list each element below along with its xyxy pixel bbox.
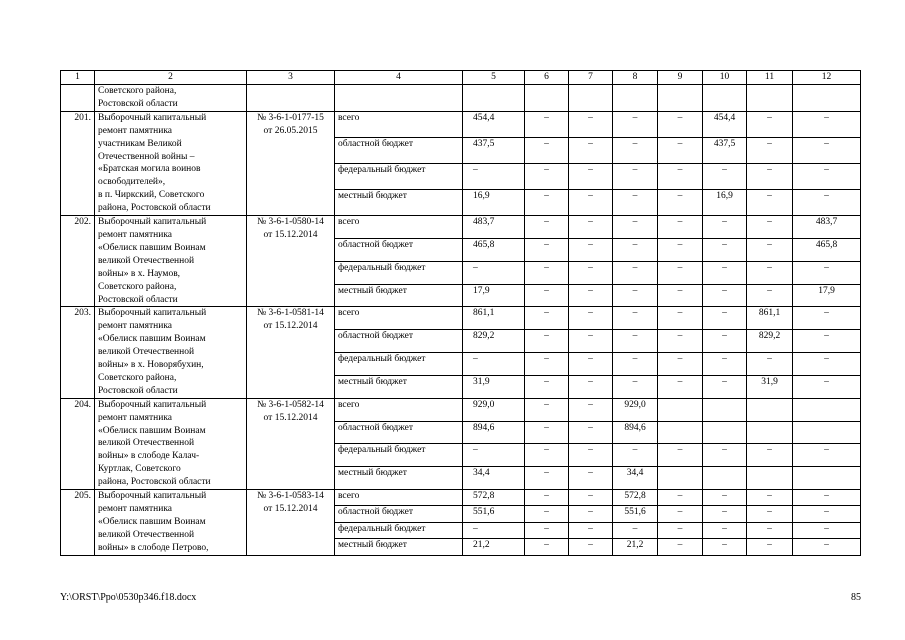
- value-cell: –: [525, 522, 569, 538]
- value-cell: –: [747, 261, 793, 284]
- value-cell: –: [613, 261, 658, 284]
- funding-source: федеральный бюджет: [335, 444, 463, 467]
- col-header: 11: [747, 71, 793, 85]
- value-cell: –: [658, 539, 703, 555]
- value-cell: –: [569, 522, 613, 538]
- value-cell: –: [525, 506, 569, 522]
- value-cell: –: [747, 284, 793, 307]
- value-cell: –: [569, 506, 613, 522]
- value-cell: –: [658, 330, 703, 353]
- value-cell: –: [793, 444, 861, 467]
- funding-source: федеральный бюджет: [335, 522, 463, 538]
- value-cell: [703, 421, 747, 444]
- value-cell: –: [747, 190, 793, 216]
- col-header: 3: [247, 71, 335, 85]
- value-cell: –: [525, 467, 569, 490]
- value-cell: –: [569, 421, 613, 444]
- value-cell: [747, 398, 793, 421]
- value-cell: 929,0: [613, 398, 658, 421]
- budget-table: [60, 70, 861, 556]
- value-cell: –: [747, 353, 793, 376]
- value-cell: –: [658, 216, 703, 239]
- carryover-row: [61, 85, 861, 112]
- value-cell: –: [463, 163, 525, 189]
- value-cell: –: [703, 216, 747, 239]
- value-cell: –: [525, 398, 569, 421]
- value-cell: –: [525, 238, 569, 261]
- value-cell: 34,4: [463, 467, 525, 490]
- funding-source: местный бюджет: [335, 190, 463, 216]
- value-cell: –: [658, 238, 703, 261]
- value-cell: 465,8: [463, 238, 525, 261]
- col-header: 6: [525, 71, 569, 85]
- value-cell: –: [525, 284, 569, 307]
- value-cell: 551,6: [463, 506, 525, 522]
- col-header: 9: [658, 71, 703, 85]
- funding-source: федеральный бюджет: [335, 353, 463, 376]
- value-cell: –: [569, 490, 613, 506]
- value-cell: 894,6: [463, 421, 525, 444]
- value-cell: –: [747, 137, 793, 163]
- row-number: 203.: [61, 307, 95, 398]
- value-cell: 34,4: [613, 467, 658, 490]
- funding-source: всего: [335, 398, 463, 421]
- value-cell: –: [613, 163, 658, 189]
- funding-source: местный бюджет: [335, 375, 463, 398]
- value-cell: –: [569, 467, 613, 490]
- value-cell: –: [793, 190, 861, 216]
- funding-source: областной бюджет: [335, 238, 463, 261]
- value-cell: –: [613, 353, 658, 376]
- row-reference: № 3-6-1-0580-14 от 15.12.2014: [247, 216, 335, 307]
- value-cell: –: [747, 539, 793, 555]
- value-cell: [793, 467, 861, 490]
- value-cell: [747, 421, 793, 444]
- value-cell: –: [703, 163, 747, 189]
- carryover-desc: Советского района, Ростовской области: [95, 85, 247, 112]
- value-cell: –: [658, 111, 703, 137]
- value-cell: –: [703, 444, 747, 467]
- value-cell: –: [569, 539, 613, 555]
- value-cell: 454,4: [463, 111, 525, 137]
- value-cell: –: [569, 261, 613, 284]
- value-cell: –: [525, 307, 569, 330]
- value-cell: –: [569, 238, 613, 261]
- value-cell: –: [747, 216, 793, 239]
- funding-source: всего: [335, 111, 463, 137]
- value-cell: –: [613, 330, 658, 353]
- row-number: 204.: [61, 398, 95, 489]
- table-row: [61, 398, 861, 421]
- value-cell: –: [569, 444, 613, 467]
- value-cell: –: [703, 353, 747, 376]
- value-cell: –: [569, 111, 613, 137]
- value-cell: –: [658, 163, 703, 189]
- value-cell: 454,4: [703, 111, 747, 137]
- value-cell: –: [793, 137, 861, 163]
- value-cell: –: [569, 307, 613, 330]
- row-description: Выборочный капитальный ремонт памятника «Обелиск павшим Воинам великой Отечественной войны» в х. Новорябухин, Советского района, Ростовской области: [95, 307, 247, 398]
- value-cell: –: [747, 238, 793, 261]
- value-cell: 17,9: [463, 284, 525, 307]
- col-header: 5: [463, 71, 525, 85]
- value-cell: 16,9: [463, 190, 525, 216]
- value-cell: –: [525, 111, 569, 137]
- value-cell: 21,2: [463, 539, 525, 555]
- value-cell: 16,9: [703, 190, 747, 216]
- funding-source: местный бюджет: [335, 284, 463, 307]
- value-cell: –: [525, 539, 569, 555]
- value-cell: –: [793, 522, 861, 538]
- value-cell: –: [747, 522, 793, 538]
- value-cell: –: [525, 375, 569, 398]
- value-cell: 861,1: [747, 307, 793, 330]
- row-reference: № 3-6-1-0581-14 от 15.12.2014: [247, 307, 335, 398]
- value-cell: –: [613, 307, 658, 330]
- funding-source: федеральный бюджет: [335, 261, 463, 284]
- value-cell: [793, 421, 861, 444]
- value-cell: –: [613, 111, 658, 137]
- col-header: 4: [335, 71, 463, 85]
- value-cell: [658, 421, 703, 444]
- value-cell: [703, 398, 747, 421]
- row-description: Выборочный капитальный ремонт памятника участникам Великой Отечественной войны – «Братская могила воинов освободителей», в п. Чиркский, Советского района, Ростовской области: [95, 111, 247, 215]
- col-header: 10: [703, 71, 747, 85]
- value-cell: –: [569, 190, 613, 216]
- value-cell: [658, 398, 703, 421]
- funding-source: областной бюджет: [335, 330, 463, 353]
- value-cell: –: [525, 330, 569, 353]
- funding-source: областной бюджет: [335, 421, 463, 444]
- value-cell: –: [658, 284, 703, 307]
- value-cell: 929,0: [463, 398, 525, 421]
- value-cell: –: [658, 190, 703, 216]
- value-cell: –: [793, 307, 861, 330]
- value-cell: –: [793, 506, 861, 522]
- value-cell: –: [793, 111, 861, 137]
- value-cell: –: [613, 238, 658, 261]
- value-cell: –: [658, 261, 703, 284]
- value-cell: –: [525, 490, 569, 506]
- value-cell: –: [613, 522, 658, 538]
- value-cell: –: [463, 522, 525, 538]
- row-description: Выборочный капитальный ремонт памятника «Обелиск павшим Воинам великой Отечественной войны» в слободе Петрово,: [95, 490, 247, 556]
- value-cell: –: [525, 190, 569, 216]
- col-header: 8: [613, 71, 658, 85]
- value-cell: –: [703, 238, 747, 261]
- value-cell: –: [569, 330, 613, 353]
- value-cell: –: [463, 353, 525, 376]
- value-cell: –: [658, 353, 703, 376]
- value-cell: –: [525, 216, 569, 239]
- funding-source: местный бюджет: [335, 539, 463, 555]
- row-number: 205.: [61, 490, 95, 556]
- row-reference: № 3-6-1-0177-15 от 26.05.2015: [247, 111, 335, 215]
- value-cell: –: [703, 506, 747, 522]
- funding-source: всего: [335, 307, 463, 330]
- table-row: [61, 490, 861, 506]
- value-cell: –: [703, 375, 747, 398]
- value-cell: –: [747, 163, 793, 189]
- value-cell: 483,7: [463, 216, 525, 239]
- value-cell: –: [525, 163, 569, 189]
- value-cell: –: [703, 284, 747, 307]
- value-cell: –: [703, 490, 747, 506]
- value-cell: –: [569, 216, 613, 239]
- value-cell: 437,5: [463, 137, 525, 163]
- value-cell: 894,6: [613, 421, 658, 444]
- funding-source: всего: [335, 490, 463, 506]
- value-cell: –: [569, 284, 613, 307]
- value-cell: –: [658, 307, 703, 330]
- table-row: [61, 307, 861, 330]
- value-cell: –: [525, 137, 569, 163]
- value-cell: [703, 467, 747, 490]
- value-cell: 437,5: [703, 137, 747, 163]
- value-cell: –: [747, 111, 793, 137]
- row-number: 202.: [61, 216, 95, 307]
- value-cell: –: [613, 137, 658, 163]
- table-row: [61, 111, 861, 137]
- value-cell: 31,9: [463, 375, 525, 398]
- value-cell: 551,6: [613, 506, 658, 522]
- value-cell: 572,8: [613, 490, 658, 506]
- file-path: Y:\ORST\Ppo\0530p346.f18.docx: [60, 592, 197, 603]
- value-cell: –: [569, 163, 613, 189]
- value-cell: –: [658, 490, 703, 506]
- value-cell: 572,8: [463, 490, 525, 506]
- col-header: 2: [95, 71, 247, 85]
- row-number: 201.: [61, 111, 95, 215]
- value-cell: –: [703, 539, 747, 555]
- value-cell: –: [569, 398, 613, 421]
- value-cell: –: [658, 506, 703, 522]
- value-cell: –: [703, 522, 747, 538]
- value-cell: –: [658, 444, 703, 467]
- value-cell: –: [793, 330, 861, 353]
- value-cell: –: [793, 261, 861, 284]
- value-cell: –: [613, 375, 658, 398]
- value-cell: 465,8: [793, 238, 861, 261]
- funding-source: областной бюджет: [335, 137, 463, 163]
- value-cell: –: [525, 261, 569, 284]
- value-cell: –: [793, 539, 861, 555]
- funding-source: областной бюджет: [335, 506, 463, 522]
- funding-source: федеральный бюджет: [335, 163, 463, 189]
- value-cell: –: [525, 353, 569, 376]
- value-cell: –: [463, 261, 525, 284]
- value-cell: –: [793, 353, 861, 376]
- value-cell: –: [703, 307, 747, 330]
- value-cell: –: [613, 190, 658, 216]
- value-cell: –: [703, 330, 747, 353]
- value-cell: –: [658, 375, 703, 398]
- row-description: Выборочный капитальный ремонт памятника «Обелиск павшим Воинам великой Отечественной войны» в х. Наумов, Советского района, Ростовской области: [95, 216, 247, 307]
- value-cell: –: [525, 421, 569, 444]
- value-cell: –: [747, 506, 793, 522]
- value-cell: 17,9: [793, 284, 861, 307]
- col-header: 1: [61, 71, 95, 85]
- table-row: [61, 216, 861, 239]
- value-cell: –: [793, 490, 861, 506]
- col-header: 12: [793, 71, 861, 85]
- value-cell: 483,7: [793, 216, 861, 239]
- value-cell: –: [793, 375, 861, 398]
- value-cell: –: [747, 490, 793, 506]
- value-cell: 31,9: [747, 375, 793, 398]
- value-cell: [747, 467, 793, 490]
- value-cell: –: [703, 261, 747, 284]
- value-cell: [658, 467, 703, 490]
- funding-source: всего: [335, 216, 463, 239]
- value-cell: 829,2: [747, 330, 793, 353]
- funding-source: местный бюджет: [335, 467, 463, 490]
- row-description: Выборочный капитальный ремонт памятника «Обелиск павшим Воинам великой Отечественной войны» в слободе Калач- Куртлак, Советского района, Ростовской области: [95, 398, 247, 489]
- value-cell: –: [747, 444, 793, 467]
- value-cell: 829,2: [463, 330, 525, 353]
- value-cell: –: [569, 375, 613, 398]
- value-cell: –: [569, 353, 613, 376]
- row-reference: № 3-6-1-0582-14 от 15.12.2014: [247, 398, 335, 489]
- value-cell: –: [658, 522, 703, 538]
- page-number: 85: [851, 592, 861, 603]
- value-cell: –: [525, 444, 569, 467]
- value-cell: –: [658, 137, 703, 163]
- value-cell: –: [793, 163, 861, 189]
- row-reference: № 3-6-1-0583-14 от 15.12.2014: [247, 490, 335, 556]
- value-cell: –: [569, 137, 613, 163]
- value-cell: –: [613, 444, 658, 467]
- value-cell: 21,2: [613, 539, 658, 555]
- value-cell: [793, 398, 861, 421]
- value-cell: –: [463, 444, 525, 467]
- header-row: [61, 71, 861, 85]
- col-header: 7: [569, 71, 613, 85]
- value-cell: –: [613, 216, 658, 239]
- value-cell: –: [613, 284, 658, 307]
- value-cell: 861,1: [463, 307, 525, 330]
